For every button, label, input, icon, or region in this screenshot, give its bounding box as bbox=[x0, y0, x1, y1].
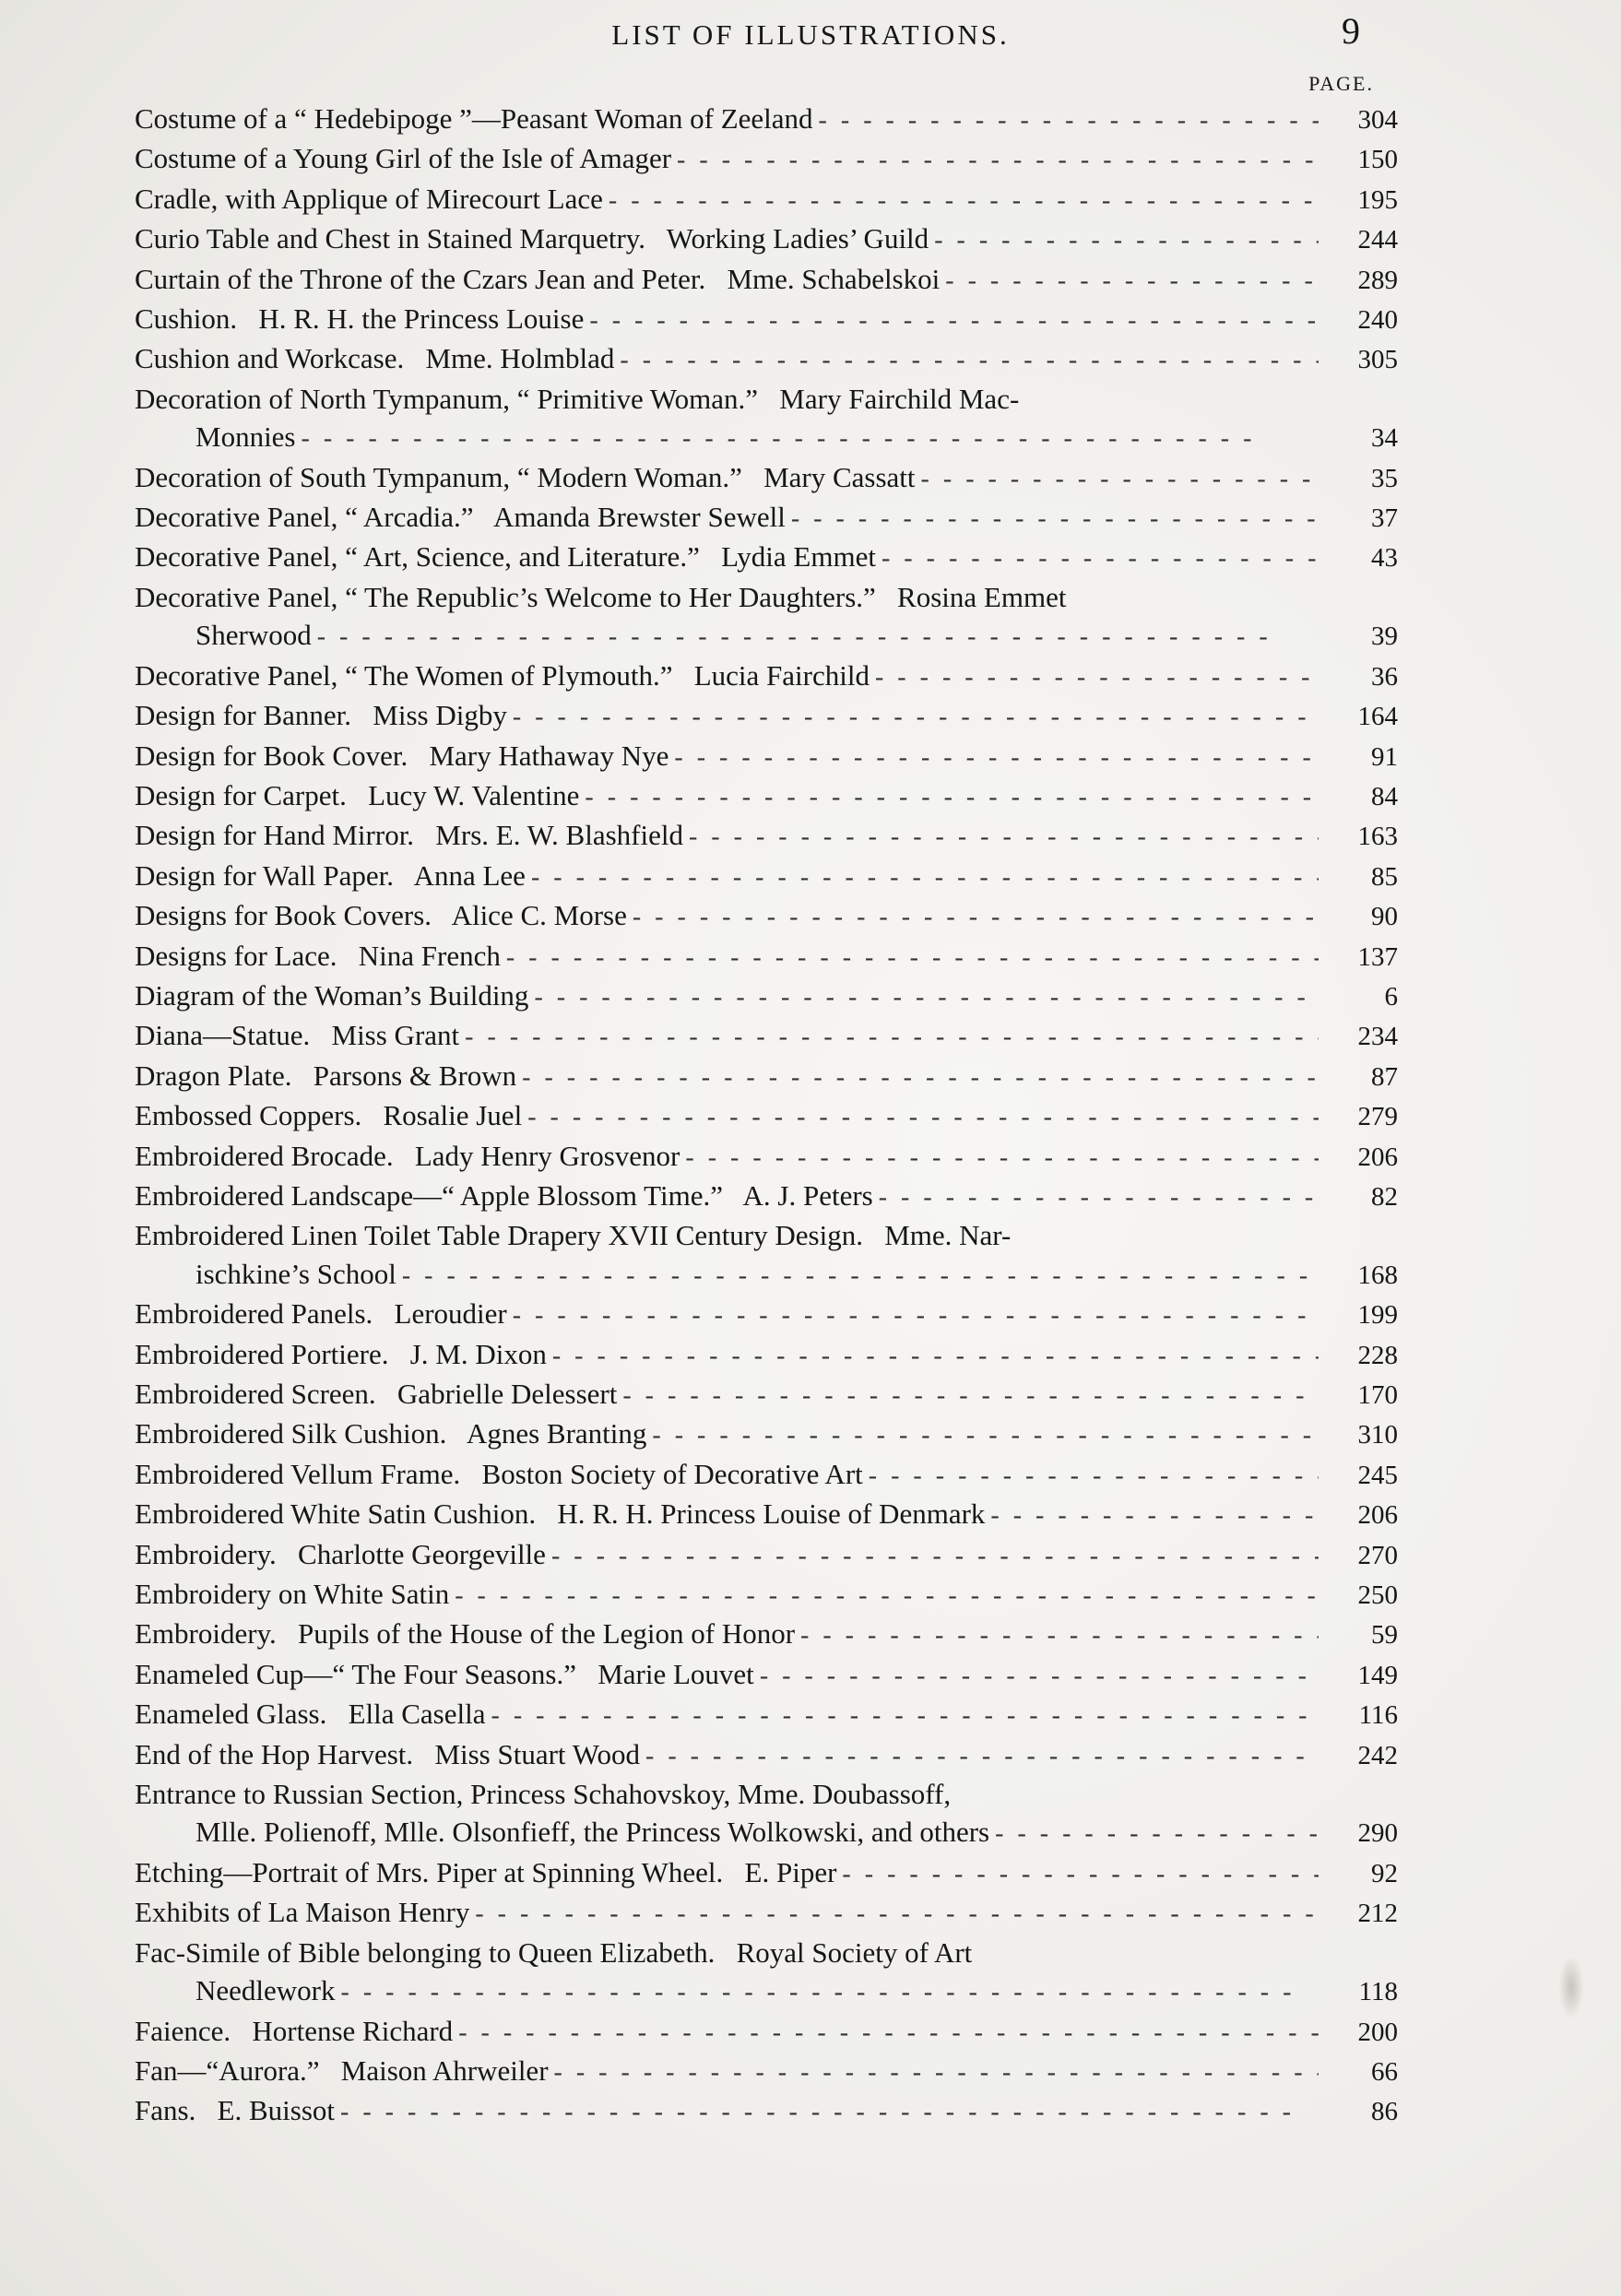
entry-line bbox=[135, 857, 1398, 896]
entry-title: Costume of a Young Girl of the Isle of Amager bbox=[135, 142, 672, 175]
dot-leader bbox=[453, 2014, 1319, 2052]
dot-leader bbox=[786, 500, 1319, 538]
entry-title: Decorative Panel, “ Art, Science, and Literature.” Lydia Emmet bbox=[135, 540, 876, 574]
dot-leader bbox=[486, 1697, 1319, 1734]
dot-leader bbox=[522, 1098, 1319, 1136]
illustration-entry bbox=[135, 1695, 1398, 1734]
entry-title: Decoration of South Tympanum, “ Modern Woman.” Mary Cassatt bbox=[135, 460, 916, 493]
entry-line bbox=[135, 1057, 1398, 1096]
illustration-entry bbox=[135, 1016, 1398, 1056]
entry-title: Embroidered Vellum Frame. Boston Society of Decorative Art bbox=[135, 1457, 863, 1490]
entry-title: Design for Carpet. Lucy W. Valentine bbox=[135, 778, 580, 811]
entry-line bbox=[135, 1335, 1398, 1375]
entry-line bbox=[135, 1535, 1398, 1575]
illustration-entry bbox=[135, 1137, 1398, 1177]
entry-page-number: 304 bbox=[1357, 105, 1398, 135]
entry-page-number: 310 bbox=[1357, 1420, 1398, 1450]
entry-title: Design for Hand Mirror. Mrs. E. W. Blashfield bbox=[135, 819, 683, 852]
entry-title: ischkine’s School bbox=[195, 1257, 396, 1290]
entry-page-number: 34 bbox=[1371, 423, 1398, 454]
entry-line bbox=[135, 976, 1398, 1016]
entry-title: Embroidery. Charlotte Georgeville bbox=[135, 1537, 546, 1570]
dot-leader bbox=[469, 1895, 1319, 1933]
entry-page-number: 66 bbox=[1371, 2056, 1398, 2087]
entry-line bbox=[135, 180, 1398, 219]
entry-line bbox=[135, 2091, 1398, 2131]
entry-title: Enameled Glass. Ella Casella bbox=[135, 1698, 486, 1731]
entry-title: Design for Wall Paper. Anna Lee bbox=[135, 858, 526, 892]
dot-leader bbox=[584, 302, 1319, 339]
dot-leader bbox=[870, 658, 1319, 696]
dot-leader bbox=[507, 1296, 1319, 1334]
illustration-entry bbox=[135, 1853, 1398, 1893]
entry-line bbox=[135, 1853, 1398, 1893]
illustration-entry bbox=[135, 2012, 1398, 2052]
entry-line bbox=[135, 696, 1398, 736]
entry-title: Cradle, with Applique of Mirecourt Lace bbox=[135, 182, 603, 215]
entry-page-number: 212 bbox=[1357, 1899, 1398, 1929]
entry-title: Design for Banner. Miss Digby bbox=[135, 699, 507, 732]
entry-line bbox=[135, 219, 1398, 259]
entry-page-number: 59 bbox=[1371, 1620, 1398, 1651]
illustration-entry bbox=[135, 100, 1398, 139]
illustration-entry bbox=[135, 1216, 1398, 1295]
dot-leader bbox=[876, 539, 1319, 577]
entry-title: Embroidered White Satin Cushion. H. R. H. Princess Louise of Denmark bbox=[135, 1497, 986, 1531]
illustration-entry bbox=[135, 2091, 1398, 2131]
illustration-entry bbox=[135, 1495, 1398, 1534]
entry-line bbox=[135, 1137, 1398, 1177]
entry-line bbox=[135, 1971, 1398, 2011]
entry-page-number: 206 bbox=[1357, 1500, 1398, 1531]
entry-page-number: 164 bbox=[1357, 702, 1398, 732]
entry-page-number: 35 bbox=[1371, 463, 1398, 493]
entry-line bbox=[135, 1455, 1398, 1495]
dot-leader bbox=[683, 818, 1319, 856]
entry-line bbox=[135, 1414, 1398, 1454]
illustration-entry bbox=[135, 380, 1398, 458]
dot-leader bbox=[940, 262, 1319, 300]
illustration-entry bbox=[135, 180, 1398, 219]
entry-title: Cushion. H. R. H. the Princess Louise bbox=[135, 302, 585, 336]
entry-page-number: 289 bbox=[1357, 265, 1398, 295]
illustration-entry bbox=[135, 696, 1398, 736]
dot-leader bbox=[547, 1337, 1319, 1375]
entry-line bbox=[135, 1695, 1398, 1734]
entry-line bbox=[135, 1096, 1398, 1136]
entry-page-number: 279 bbox=[1357, 1102, 1398, 1132]
illustration-entry bbox=[135, 776, 1398, 816]
dot-leader bbox=[312, 618, 1319, 656]
entry-title: Enameled Cup—“ The Four Seasons.” Marie Louvet bbox=[135, 1657, 754, 1690]
entry-title: Sherwood bbox=[195, 619, 312, 652]
entry-line bbox=[135, 538, 1398, 577]
entry-page-number: 305 bbox=[1357, 345, 1398, 375]
dot-leader bbox=[671, 141, 1319, 179]
entry-page-number: 36 bbox=[1371, 661, 1398, 692]
entry-title: Exhibits of La Maison Henry bbox=[135, 1896, 470, 1929]
illustrations-list bbox=[135, 100, 1398, 2132]
entry-title: Embroidered Brocade. Lady Henry Grosvenor bbox=[135, 1139, 680, 1172]
illustration-entry bbox=[135, 578, 1398, 657]
entry-title: Curio Table and Chest in Stained Marquetry. Working Ladies’ Guild bbox=[135, 222, 929, 255]
entry-page-number: 87 bbox=[1371, 1061, 1398, 1092]
entry-page-number: 290 bbox=[1357, 1818, 1398, 1849]
illustration-entry bbox=[135, 896, 1398, 936]
entry-page-number: 116 bbox=[1358, 1700, 1398, 1731]
entry-line bbox=[135, 1775, 1398, 1813]
entry-page-number: 200 bbox=[1357, 2017, 1398, 2047]
entry-line bbox=[135, 139, 1398, 179]
entry-page-number: 163 bbox=[1357, 822, 1398, 852]
entry-title: Needlework bbox=[195, 1974, 336, 2007]
dot-leader bbox=[546, 1537, 1319, 1575]
dot-leader bbox=[640, 1737, 1319, 1775]
illustration-entry bbox=[135, 937, 1398, 976]
entry-line bbox=[135, 1177, 1398, 1216]
entry-page-number: 195 bbox=[1357, 184, 1398, 215]
entry-page-number: 86 bbox=[1371, 2097, 1398, 2127]
dot-leader bbox=[989, 1815, 1319, 1852]
entry-line bbox=[135, 1934, 1398, 1971]
entry-page-number: 240 bbox=[1357, 305, 1398, 336]
dot-leader bbox=[603, 182, 1319, 219]
entry-line bbox=[135, 1575, 1398, 1615]
dot-leader bbox=[614, 341, 1319, 379]
entry-title: Designs for Lace. Nina French bbox=[135, 939, 501, 972]
entry-page-number: 168 bbox=[1357, 1260, 1398, 1290]
entry-page-number: 6 bbox=[1384, 981, 1398, 1012]
illustration-entry bbox=[135, 498, 1398, 538]
running-header-title: LIST OF ILLUSTRATIONS. bbox=[611, 18, 1010, 51]
entry-line bbox=[135, 616, 1398, 656]
entry-title: Cushion and Workcase. Mme. Holmblad bbox=[135, 342, 615, 375]
illustration-entry bbox=[135, 1455, 1398, 1495]
dot-leader bbox=[579, 778, 1319, 816]
entry-line bbox=[135, 578, 1398, 616]
entry-page-number: 206 bbox=[1357, 1142, 1398, 1172]
page-smudge bbox=[1558, 1955, 1584, 2019]
entry-title: Designs for Book Covers. Alice C. Morse bbox=[135, 899, 627, 932]
entry-title: Embroidered Panels. Leroudier bbox=[135, 1297, 507, 1331]
dot-leader bbox=[646, 1416, 1319, 1454]
entry-page-number: 270 bbox=[1357, 1540, 1398, 1570]
entry-page-number: 84 bbox=[1371, 781, 1398, 811]
entry-line bbox=[135, 937, 1398, 976]
entry-page-number: 244 bbox=[1357, 225, 1398, 255]
entry-title: Decorative Panel, “ The Republic’s Welcome to Her Daughters.” Rosina Emmet bbox=[135, 580, 1067, 613]
entry-line bbox=[135, 776, 1398, 816]
entry-title: Diana—Statue. Miss Grant bbox=[135, 1019, 460, 1052]
dot-leader bbox=[929, 221, 1319, 259]
illustration-entry bbox=[135, 1575, 1398, 1615]
illustration-entry bbox=[135, 976, 1398, 1016]
illustration-entry bbox=[135, 2052, 1398, 2091]
dot-leader bbox=[507, 698, 1319, 736]
entry-title: Design for Book Cover. Mary Hathaway Nye bbox=[135, 739, 669, 772]
illustration-entry bbox=[135, 1775, 1398, 1853]
entry-line bbox=[135, 1893, 1398, 1933]
dot-leader bbox=[296, 420, 1319, 457]
illustration-entry bbox=[135, 1414, 1398, 1454]
entry-line bbox=[135, 300, 1398, 339]
entry-line bbox=[135, 1495, 1398, 1534]
entry-title: Etching—Portrait of Mrs. Piper at Spinning Wheel. E. Piper bbox=[135, 1855, 837, 1888]
page-column-label: PAGE. bbox=[1308, 72, 1374, 95]
dot-leader bbox=[916, 460, 1319, 498]
dot-leader bbox=[516, 1059, 1319, 1096]
entry-page-number: 242 bbox=[1357, 1740, 1398, 1770]
entry-line bbox=[135, 458, 1398, 498]
entry-title: Fans. E. Buissot bbox=[135, 2094, 336, 2127]
illustration-entry bbox=[135, 1893, 1398, 1933]
illustration-entry bbox=[135, 260, 1398, 300]
entry-title: Fan—“Aurora.” Maison Ahrweiler bbox=[135, 2053, 549, 2087]
entry-page-number: 82 bbox=[1371, 1181, 1398, 1212]
illustration-entry bbox=[135, 1096, 1398, 1136]
entry-page-number: 150 bbox=[1357, 145, 1398, 175]
entry-page-number: 250 bbox=[1357, 1580, 1398, 1611]
dot-leader bbox=[335, 2093, 1319, 2131]
entry-page-number: 170 bbox=[1357, 1380, 1398, 1410]
entry-line bbox=[135, 1255, 1398, 1295]
dot-leader bbox=[459, 1018, 1319, 1056]
entry-page-number: 90 bbox=[1371, 902, 1398, 932]
entry-page-number: 234 bbox=[1357, 1022, 1398, 1052]
dot-leader bbox=[336, 1973, 1319, 2011]
entry-line bbox=[135, 1655, 1398, 1695]
entry-line bbox=[135, 1375, 1398, 1414]
illustration-entry bbox=[135, 1535, 1398, 1575]
entry-page-number: 149 bbox=[1357, 1660, 1398, 1690]
entry-title: Embroidered Silk Cushion. Agnes Branting bbox=[135, 1417, 647, 1450]
dot-leader bbox=[396, 1257, 1319, 1295]
dot-leader bbox=[669, 739, 1319, 776]
illustration-entry bbox=[135, 1615, 1398, 1654]
dot-leader bbox=[501, 939, 1319, 976]
entry-title: Entrance to Russian Section, Princess Schahovskoy, Mme. Doubassoff, bbox=[135, 1778, 952, 1811]
illustration-entry bbox=[135, 816, 1398, 856]
dot-leader bbox=[449, 1577, 1319, 1615]
entry-title: End of the Hop Harvest. Miss Stuart Wood bbox=[135, 1737, 640, 1770]
entry-page-number: 228 bbox=[1357, 1340, 1398, 1370]
entry-page-number: 39 bbox=[1371, 621, 1398, 652]
dot-leader bbox=[754, 1657, 1319, 1695]
entry-title: Curtain of the Throne of the Czars Jean and Peter. Mme. Schabelskoi bbox=[135, 262, 941, 295]
dot-leader bbox=[627, 898, 1319, 936]
illustration-entry bbox=[135, 219, 1398, 259]
entry-line bbox=[135, 816, 1398, 856]
page-number: 9 bbox=[1342, 10, 1360, 52]
entry-line bbox=[135, 657, 1398, 696]
entry-page-number: 85 bbox=[1371, 861, 1398, 892]
illustration-entry bbox=[135, 458, 1398, 498]
entry-title: Embroidered Landscape—“ Apple Blossom Time.” A. J. Peters bbox=[135, 1178, 873, 1212]
entry-page-number: 137 bbox=[1357, 941, 1398, 972]
dot-leader bbox=[680, 1139, 1319, 1177]
entry-title: Embroidered Linen Toilet Table Drapery XVII Century Design. Mme. Nar- bbox=[135, 1219, 1012, 1252]
dot-leader bbox=[863, 1457, 1319, 1495]
illustration-entry bbox=[135, 657, 1398, 696]
entry-line bbox=[135, 339, 1398, 379]
dot-leader bbox=[873, 1178, 1319, 1216]
illustration-entry bbox=[135, 857, 1398, 896]
illustration-entry bbox=[135, 1934, 1398, 2012]
illustration-entry bbox=[135, 1655, 1398, 1695]
entry-line bbox=[135, 1615, 1398, 1654]
entry-page-number: 91 bbox=[1371, 741, 1398, 772]
illustration-entry bbox=[135, 139, 1398, 179]
entry-title: Monnies bbox=[195, 420, 296, 454]
illustration-entry bbox=[135, 1375, 1398, 1414]
entry-page-number: 43 bbox=[1371, 543, 1398, 574]
entry-line bbox=[135, 1216, 1398, 1254]
entry-line bbox=[135, 1016, 1398, 1056]
illustration-entry bbox=[135, 300, 1398, 339]
entry-title: Embossed Coppers. Rosalie Juel bbox=[135, 1099, 523, 1132]
entry-title: Embroidered Screen. Gabrielle Delessert bbox=[135, 1378, 618, 1410]
entry-line bbox=[135, 100, 1398, 139]
entry-page-number: 118 bbox=[1358, 1977, 1398, 2007]
illustration-entry bbox=[135, 1177, 1398, 1216]
entry-line bbox=[135, 896, 1398, 936]
illustration-entry bbox=[135, 1057, 1398, 1096]
dot-leader bbox=[528, 978, 1319, 1016]
illustration-entry bbox=[135, 737, 1398, 776]
entry-line bbox=[135, 498, 1398, 538]
illustration-entry bbox=[135, 1735, 1398, 1775]
entry-line bbox=[135, 1295, 1398, 1334]
entry-line bbox=[135, 418, 1398, 457]
entry-title: Embroidered Portiere. J. M. Dixon bbox=[135, 1337, 547, 1370]
dot-leader bbox=[617, 1377, 1319, 1414]
illustration-entry bbox=[135, 339, 1398, 379]
entry-line bbox=[135, 260, 1398, 300]
dot-leader bbox=[836, 1855, 1319, 1893]
dot-leader bbox=[985, 1497, 1319, 1534]
entry-title: Mlle. Polienoff, Mlle. Olsonfieff, the Princess Wolkowski, and others bbox=[195, 1816, 990, 1849]
entry-title: Embroidery on White Satin bbox=[135, 1578, 450, 1611]
entry-title: Decoration of North Tympanum, “ Primitive Woman.” Mary Fairchild Mac- bbox=[135, 382, 1020, 415]
illustration-entry bbox=[135, 1335, 1398, 1375]
entry-title: Decorative Panel, “ The Women of Plymouth.” Lucia Fairchild bbox=[135, 658, 870, 692]
entry-title: Diagram of the Woman’s Building bbox=[135, 978, 529, 1012]
dot-leader bbox=[813, 101, 1319, 139]
entry-line bbox=[135, 737, 1398, 776]
illustration-entry bbox=[135, 1295, 1398, 1334]
entry-page-number: 37 bbox=[1371, 503, 1398, 534]
dot-leader bbox=[526, 858, 1319, 896]
entry-title: Dragon Plate. Parsons & Brown bbox=[135, 1059, 517, 1092]
illustration-entry bbox=[135, 538, 1398, 577]
entry-line bbox=[135, 2052, 1398, 2091]
dot-leader bbox=[795, 1616, 1319, 1654]
entry-title: Faience. Hortense Richard bbox=[135, 2014, 454, 2047]
entry-page-number: 92 bbox=[1371, 1858, 1398, 1888]
entry-line bbox=[135, 2012, 1398, 2052]
entry-title: Fac-Simile of Bible belonging to Queen Elizabeth. Royal Society of Art bbox=[135, 1935, 973, 1969]
entry-title: Embroidery. Pupils of the House of the Legion of Honor bbox=[135, 1617, 796, 1651]
entry-title: Costume of a “ Hedebipoge ”—Peasant Woman of Zeeland bbox=[135, 102, 813, 135]
entry-title: Decorative Panel, “ Arcadia.” Amanda Brewster Sewell bbox=[135, 501, 786, 534]
entry-page-number: 245 bbox=[1357, 1460, 1398, 1490]
entry-line bbox=[135, 380, 1398, 418]
dot-leader bbox=[549, 2053, 1319, 2091]
entry-line bbox=[135, 1813, 1398, 1852]
entry-page-number: 199 bbox=[1357, 1300, 1398, 1331]
entry-line bbox=[135, 1735, 1398, 1775]
